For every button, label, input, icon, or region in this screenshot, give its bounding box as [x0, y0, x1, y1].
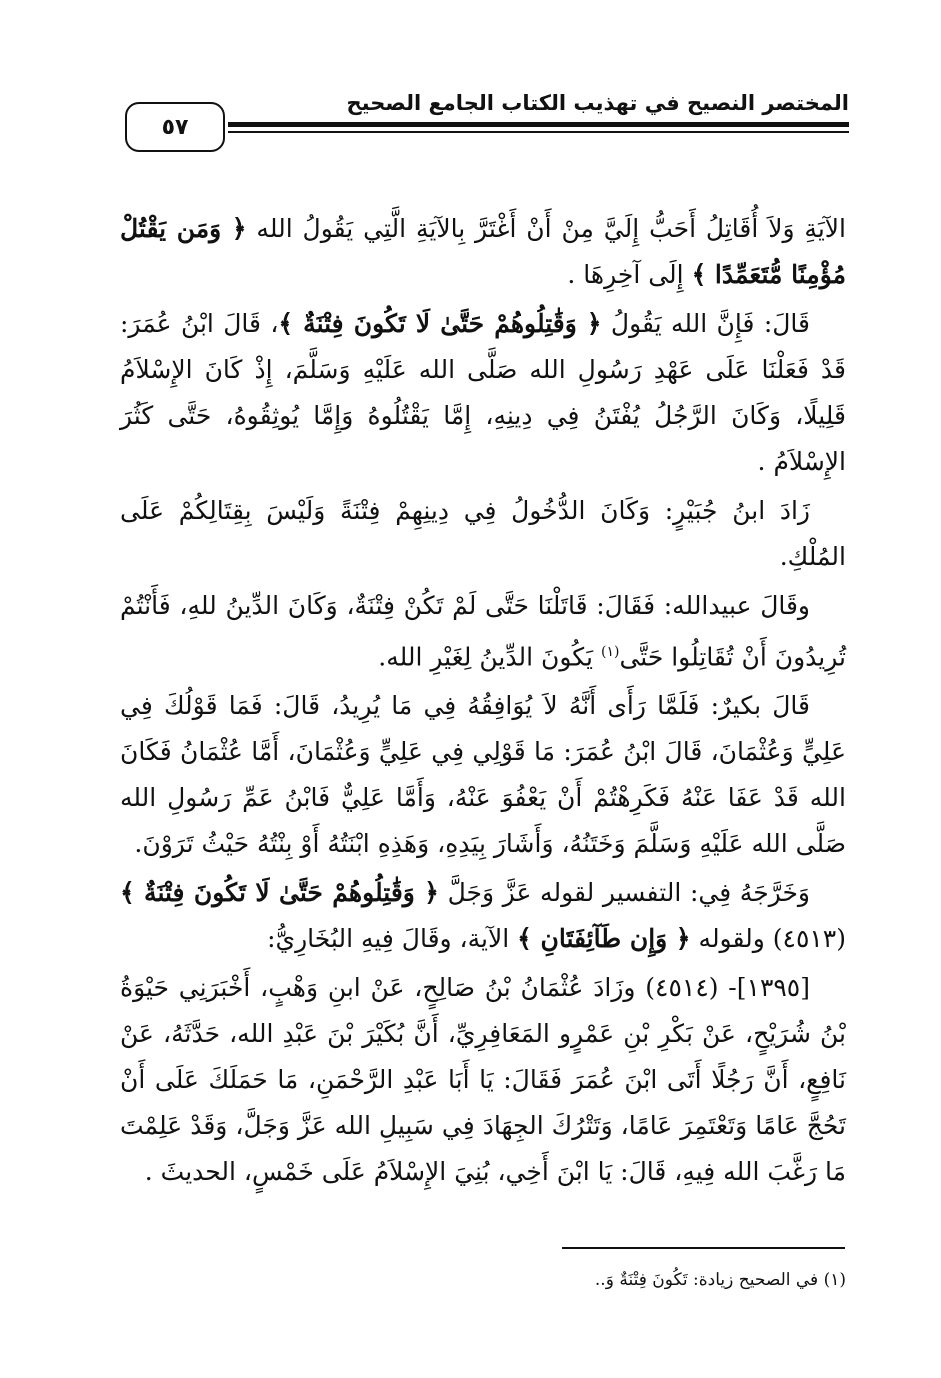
- paragraph-4: [120, 583, 846, 680]
- page-number: ٥٧: [125, 102, 225, 152]
- text-run: إِلَى آخِرِهَا .: [567, 260, 692, 289]
- text-run: الآيَةِ وَلاَ أُقَاتِلُ أَحَبُّ إِلَيَّ مِنْ أَنْ أَغْتَرَّ بِالآيَةِ الَّتِي يَقُولُ الله: [246, 214, 846, 243]
- paragraph-2: [120, 301, 846, 485]
- paragraph-7: [١٣٩٥]- (٤٥١٤) وزَادَ عُثْمَانُ بْنُ صَالِحٍ، عَنْ ابنِ وَهْبٍ، أَخْبَرَنِي حَيْوَةُ بْنُ شُرَيْحٍ، عَنْ بَكْرِ بْنِ عَمْرٍو المَعَافِرِيِّ، أَنَّ بُكَيْرَ بْنَ عَبْدِ الله، حَدَّثَهُ، عَنْ نَافِعٍ، أَنَّ رَجُلًا أَتَى ابْنَ عُمَرَ فَقَالَ: يَا أَبَا عَبْدِ الرَّحْمَنِ، مَا حَمَلَكَ عَلَى أَنْ تَحُجَّ عَامًا وَتَعْتَمِرَ عَامًا، وَتَتْرُكَ الجِهَادَ فِي سَبِيلِ الله عَزَّ وَجَلَّ، وَقَدْ عَلِمْتَ مَا رَغَّبَ الله فِيهِ، قَالَ: يَا ابْنَ أَخِي، بُنِيَ الإِسْلاَمُ عَلَى خَمْسٍ، الحديثَ .: [120, 973, 846, 1187]
- header-rule-thin: [228, 131, 849, 133]
- quran-quote: ﴿ وَقَٰتِلُوهُمْ حَتَّىٰ لَا تَكُونَ فِتْنَةٌ ﴾: [278, 309, 602, 338]
- text-run: وَخَرَّجَهُ فِي: التفسير لقوله عَزَّ وَجَلَّ: [438, 878, 810, 908]
- text-run: (٤٥١٣) ولقوله: [690, 924, 846, 954]
- footnote-marker[interactable]: (١): [600, 644, 620, 660]
- paragraph-1: [120, 206, 846, 298]
- text-run: ، قَالَ ابْنُ عُمَرَ: قَدْ فَعَلْنَا عَلَى عَهْدِ رَسُولِ الله صَلَّى الله عَلَيْهِ وَسَلَّمَ، إِذْ كَانَ الإِسْلاَمُ قَلِيلًا، وَكَانَ الرَّجُلُ يُفْتَنُ فِي دِينِهِ، إِمَّا يَقْتُلُوهُ وَإِمَّا يُوثِقُوهُ، حَتَّى كَثُرَ الإِسْلاَمُ .: [120, 309, 846, 476]
- text-run: الآية، وقَالَ فِيهِ البُخَارِيُّ:: [267, 924, 518, 954]
- paragraph-6: [120, 870, 846, 962]
- text-run: وقَالَ عبيدالله: فَقَالَ: قَاتَلْنَا حَتَّى لَمْ تَكُنْ فِتْنَةٌ، وَكَانَ الدِّينُ للهِ، فَأَنْتُمْ تُرِيدُونَ أَنْ تُقَاتِلُوا حَتَّى: [120, 591, 846, 672]
- footnote-rule: [562, 1247, 845, 1249]
- quran-quote: ﴿ وَقَٰتِلُوهُمْ حَتَّىٰ لَا تَكُونَ فِتْنَةٌ ﴾: [120, 878, 439, 908]
- paragraph-3: زَادَ ابنُ جُبَيْرٍ: وَكَانَ الدُّخُولُ فِي دِينِهِمْ فِتْنَةً وَلَيْسَ بِقِتَالِكُمْ عَلَى المُلْكِ.: [120, 496, 846, 571]
- text-run: يَكُونَ الدِّينُ لِغَيْرِ الله.: [378, 642, 601, 672]
- quran-quote: ﴿ وَإِن طَآئِفَتَانِ ﴾: [517, 924, 691, 954]
- header-rule-thick: [228, 122, 849, 127]
- footnote: (١) في الصحيح زيادة: تَكُونَ فِتْنَةٌ وَ..: [594, 1270, 846, 1290]
- quran-quote: ﴿ وَمَن يَقْتُلْ مُؤْمِنًا مُّتَعَمِّدًا ﴾: [120, 214, 846, 289]
- text-run: قَالَ: فَإِنَّ الله يَقُولُ: [601, 309, 810, 338]
- running-header-title: المختصر النصيح في تهذيب الكتاب الجامع الصحيح: [346, 91, 849, 115]
- paragraph-5: قَالَ بكيرٌ: فَلَمَّا رَأَى أَنَّهُ لاَ يُوَافِقُهُ فِي مَا يُرِيدُ، قَالَ: فَمَا قَوْلُكَ فِي عَلِيٍّ وَعُثْمَانَ، قَالَ ابْنُ عُمَرَ: مَا قَوْلِي فِي عَلِيٍّ وَعُثْمَانَ، أَمَّا عُثْمَانُ فَكَانَ الله قَدْ عَفَا عَنْهُ فَكَرِهْتُمْ أَنْ يَعْفُوَ عَنْهُ، وَأَمَّا عَلِيٌّ فَابْنُ عَمِّ رَسُولِ الله صَلَّى الله عَلَيْهِ وَسَلَّمَ وَخَتَنُهُ، وَأَشَارَ بِيَدِهِ، وَهَذِهِ ابْنَتُهُ أَوْ بِنْتُهُ حَيْثُ تَرَوْنَ.: [120, 691, 846, 859]
- main-text: [120, 206, 846, 1198]
